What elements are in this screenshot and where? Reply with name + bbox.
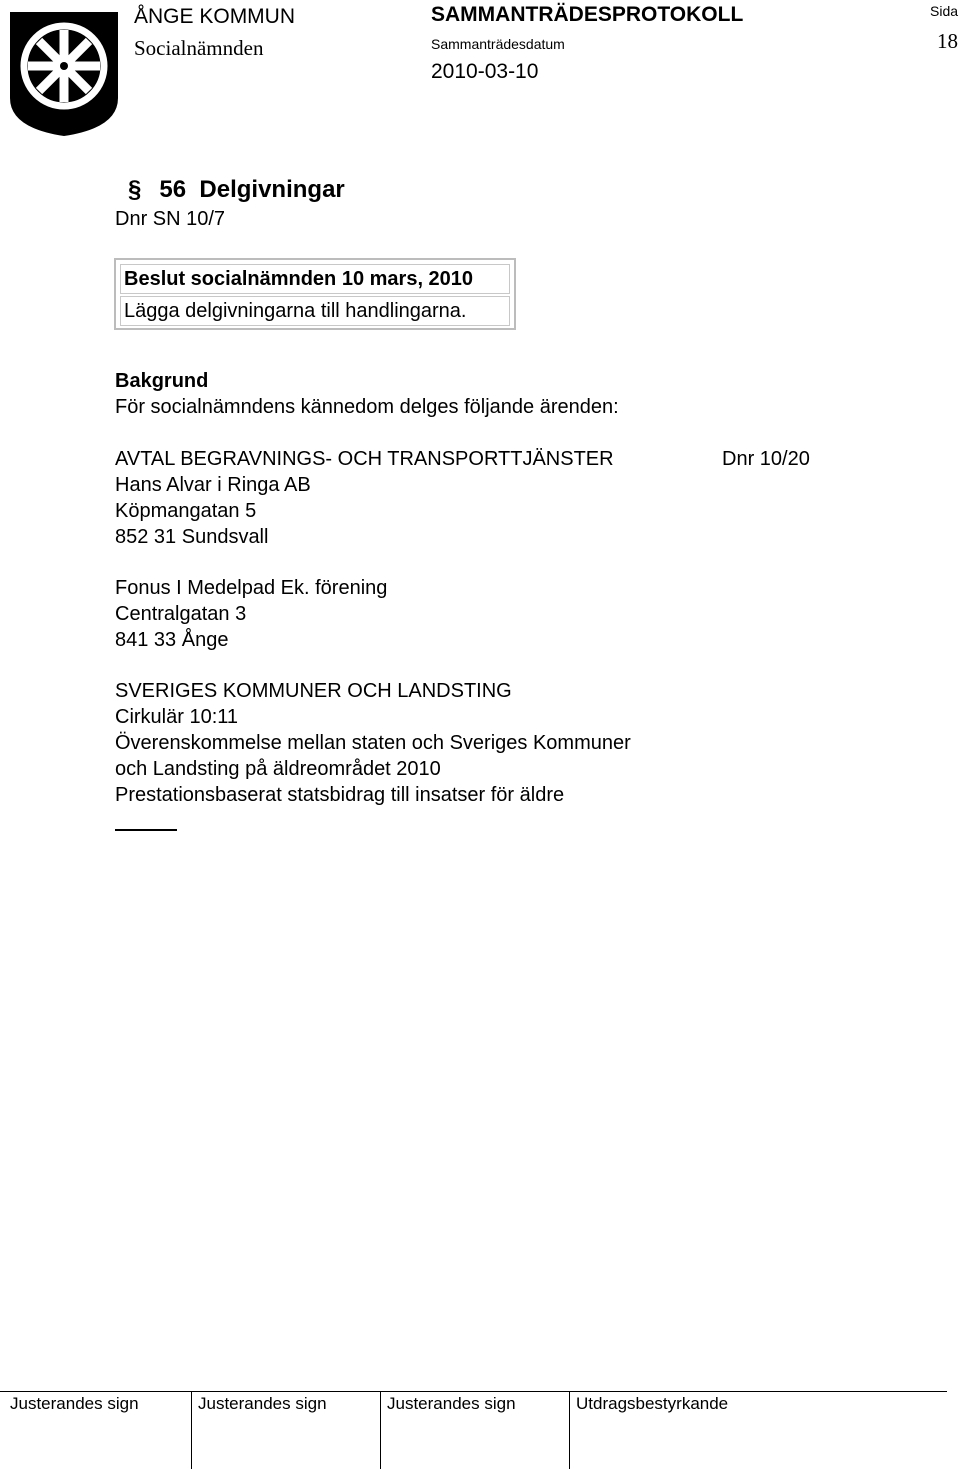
decision-text: Lägga delgivningarna till handlingarna. (120, 296, 510, 326)
meeting-date: 2010-03-10 (431, 60, 539, 83)
committee-name: Socialnämnden (134, 36, 264, 60)
item-line: Hans Alvar i Ringa AB (115, 474, 311, 496)
end-rule (115, 829, 177, 831)
item-line: 841 33 Ånge (115, 629, 229, 651)
municipality-name: ÅNGE KOMMUN (134, 5, 296, 28)
item-line: Centralgatan 3 (115, 603, 247, 625)
section-dnr: Dnr SN 10/7 (115, 208, 226, 230)
item-title: SVERIGES KOMMUNER OCH LANDSTING (115, 680, 512, 702)
footer-divider (380, 1391, 381, 1469)
meeting-date-label: Sammanträdesdatum (431, 36, 565, 52)
item-line: Fonus I Medelpad Ek. förening (115, 577, 388, 599)
decision-box (114, 258, 516, 330)
page-label: Sida (930, 3, 959, 19)
certification-field-label: Utdragsbestyrkande (576, 1394, 729, 1413)
page-number: 18 (937, 29, 958, 53)
background-intro: För socialnämndens kännedom delges följande ärenden: (115, 396, 619, 418)
item-line: 852 31 Sundsvall (115, 526, 269, 548)
item-title: AVTAL BEGRAVNINGS- OCH TRANSPORTTJÄNSTER (115, 448, 614, 470)
signature-field-label: Justerandes sign (10, 1394, 139, 1413)
footer-divider (191, 1391, 192, 1469)
signature-field-label: Justerandes sign (387, 1394, 516, 1413)
footer-rule (0, 1391, 947, 1392)
document-title: SAMMANTRÄDESPROTOKOLL (431, 3, 744, 26)
item-line: Prestationsbaserat statsbidrag till insatser för äldre (115, 784, 565, 806)
section-heading (128, 176, 345, 204)
decision-title: Beslut socialnämnden 10 mars, 2010 (120, 264, 510, 294)
background-heading: Bakgrund (115, 370, 209, 392)
item-line: Överenskommelse mellan staten och Sveriges Kommuner (115, 732, 631, 754)
section-title: 56 Delgivningar (159, 176, 345, 203)
item-line: Köpmangatan 5 (115, 500, 257, 522)
wheel-coat-of-arms-icon (8, 10, 120, 138)
item-dnr: Dnr 10/20 (722, 448, 810, 470)
item-line: och Landsting på äldreområdet 2010 (115, 758, 441, 780)
paragraph-symbol: § (128, 176, 142, 203)
footer-divider (569, 1391, 570, 1469)
signature-field-label: Justerandes sign (198, 1394, 327, 1413)
item-line: Cirkulär 10:11 (115, 706, 239, 728)
